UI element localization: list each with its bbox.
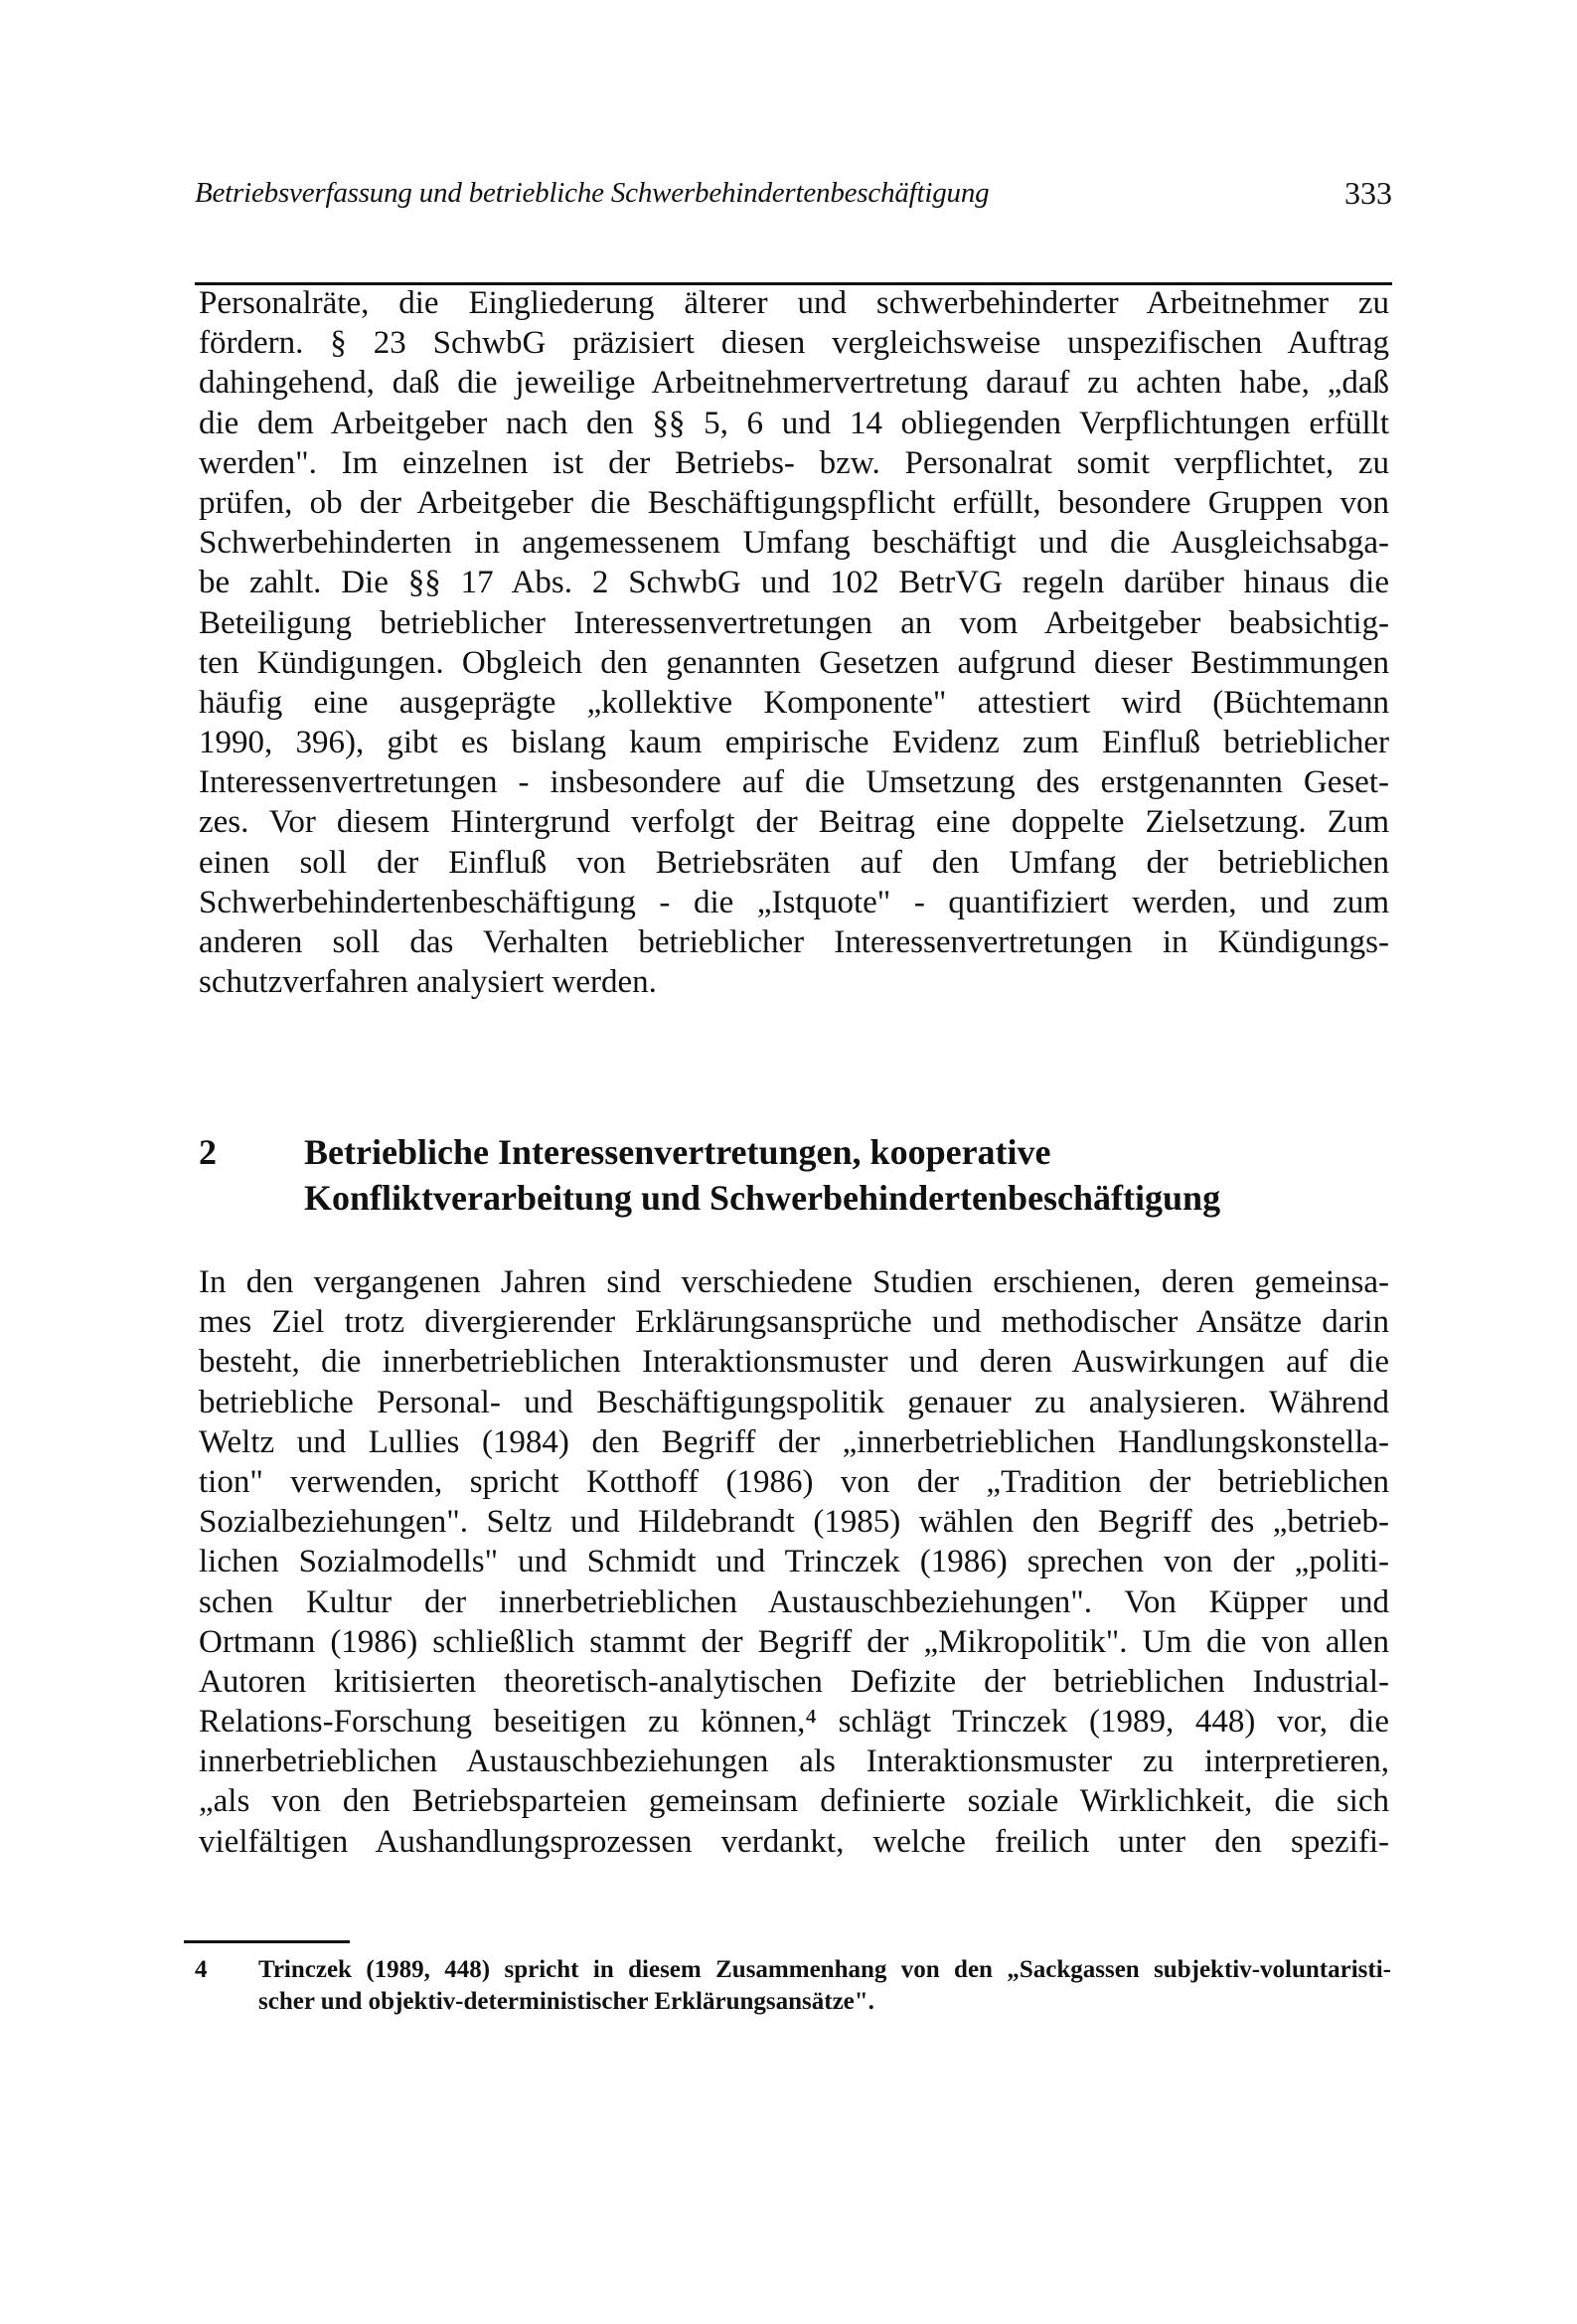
paragraph-1 bbox=[199, 283, 1389, 1002]
text-line: mes Ziel trotz divergierender Erklärungsansprüche und methodischer Ansätze darin bbox=[199, 1304, 1389, 1341]
text-line: innerbetrieblichen Austauschbeziehungen als Interaktionsmuster zu interpretieren, bbox=[199, 1743, 1389, 1780]
text-line: 1990, 396), gibt es bislang kaum empirische Evidenz zum Einfluß betrieblicher bbox=[199, 725, 1389, 761]
footnote-rule bbox=[184, 1940, 350, 1943]
text-line: betriebliche Personal- und Beschäftigungspolitik genauer zu analysieren. Während bbox=[199, 1384, 1389, 1420]
text-line: anderen soll das Verhalten betrieblicher Interessenvertretungen in Kündigungs- bbox=[199, 924, 1389, 960]
text-line: prüfen, ob der Arbeitgeber die Beschäftigungspflicht erfüllt, besondere Gruppen von bbox=[199, 484, 1389, 521]
section-title-line: Konfliktverarbeitung und Schwerbehindertenbeschäftigung bbox=[304, 1178, 1221, 1218]
text-line: die dem Arbeitgeber nach den §§ 5, 6 und 14 obliegenden Verpflichtungen erfüllt bbox=[199, 405, 1389, 441]
text-line: Sozialbeziehungen". Seltz und Hildebrandt (1985) wählen den Begriff des „betrieb- bbox=[199, 1504, 1389, 1541]
section-title-line: Betriebliche Interessenvertretungen, kooperative bbox=[304, 1132, 1051, 1172]
section-title bbox=[304, 1129, 1387, 1221]
text-line: Autoren kritisierten theoretisch-analytischen Defizite der betrieblichen Industrial- bbox=[199, 1663, 1389, 1700]
text-line: einen soll der Einfluß von Betriebsräten auf den Umfang der betrieblichen bbox=[199, 844, 1389, 881]
text-line: In den vergangenen Jahren sind verschiedene Studien erschienen, deren gemeinsa- bbox=[199, 1264, 1389, 1300]
text-line: Schwerbehinderten in angemessenem Umfang beschäftigt und die Ausgleichsabga- bbox=[199, 525, 1389, 562]
text-line: werden". Im einzelnen ist der Betriebs- bzw. Personalrat somit verpflichtet, zu bbox=[199, 444, 1389, 481]
text-line: tion" verwenden, spricht Kotthoff (1986) von der „Tradition der betrieblichen bbox=[199, 1463, 1389, 1500]
text-line: Relations-Forschung beseitigen zu können,⁴ schlägt Trinczek (1989, 448) vor, die bbox=[199, 1704, 1389, 1741]
text-line: „als von den Betriebsparteien gemeinsam definierte soziale Wirklichkeit, die sich bbox=[199, 1783, 1389, 1820]
text-line: Schwerbehindertenbeschäftigung - die „Istquote" - quantifiziert werden, und zum bbox=[199, 884, 1389, 920]
text-line: häufig eine ausgeprägte „kollektive Komponente" attestiert wird (Büchtemann bbox=[199, 684, 1389, 721]
text-line: besteht, die innerbetrieblichen Interaktionsmuster und deren Auswirkungen auf die bbox=[199, 1344, 1389, 1381]
text-line: Beteiligung betrieblicher Interessenvertretungen an vom Arbeitgeber beabsichtig- bbox=[199, 604, 1389, 641]
text-line: Ortmann (1986) schließlich stammt der Begriff der „Mikropolitik". Um die von allen bbox=[199, 1623, 1389, 1660]
text-line: ten Kündigungen. Obgleich den genannten Gesetzen aufgrund dieser Bestimmungen bbox=[199, 644, 1389, 681]
text-line: Weltz und Lullies (1984) den Begriff der „innerbetrieblichen Handlungskonstella- bbox=[199, 1423, 1389, 1460]
text-line: schutzverfahren analysiert werden. bbox=[199, 964, 657, 1001]
page-number: 333 bbox=[1344, 175, 1392, 211]
footnote-text bbox=[258, 1954, 1391, 2018]
text-line: dahingehend, daß die jeweilige Arbeitnehmervertretung darauf zu achten habe, „daß bbox=[199, 365, 1389, 402]
text-line: be zahlt. Die §§ 17 Abs. 2 SchwbG und 102 BetrVG regeln darüber hinaus die bbox=[199, 565, 1389, 601]
paragraph-2 bbox=[199, 1262, 1389, 1862]
footnote-marker: 4 bbox=[195, 1956, 208, 1983]
footnote-line: scher und objektiv-deterministischer Erklärungsansätze". bbox=[258, 1988, 874, 2015]
text-line: vielfältigen Aushandlungsprozessen verdankt, welche freilich unter den spezifi- bbox=[199, 1823, 1389, 1860]
text-line: zes. Vor diesem Hintergrund verfolgt der Beitrag eine doppelte Zielsetzung. Zum bbox=[199, 804, 1389, 841]
section-number: 2 bbox=[199, 1132, 217, 1172]
footnote-line: Trinczek (1989, 448) spricht in diesem Zusammenhang von den „Sackgassen subjektiv-voluntaristi- bbox=[258, 1956, 1391, 1983]
running-header bbox=[195, 173, 1392, 213]
running-title: Betriebsverfassung und betriebliche Schwerbehindertenbeschäftigung bbox=[195, 177, 990, 209]
text-line: lichen Sozialmodells" und Schmidt und Trinczek (1986) sprechen von der „politi- bbox=[199, 1544, 1389, 1580]
text-line: schen Kultur der innerbetrieblichen Austauschbeziehungen". Von Küpper und bbox=[199, 1583, 1389, 1620]
text-line: Interessenvertretungen - insbesondere auf die Umsetzung des erstgenannten Geset- bbox=[199, 764, 1389, 801]
text-line: Personalräte, die Eingliederung älterer und schwerbehinderter Arbeitnehmer zu bbox=[199, 285, 1389, 321]
text-line: fördern. § 23 SchwbG präzisiert diesen vergleichsweise unspezifischen Auftrag bbox=[199, 325, 1389, 362]
